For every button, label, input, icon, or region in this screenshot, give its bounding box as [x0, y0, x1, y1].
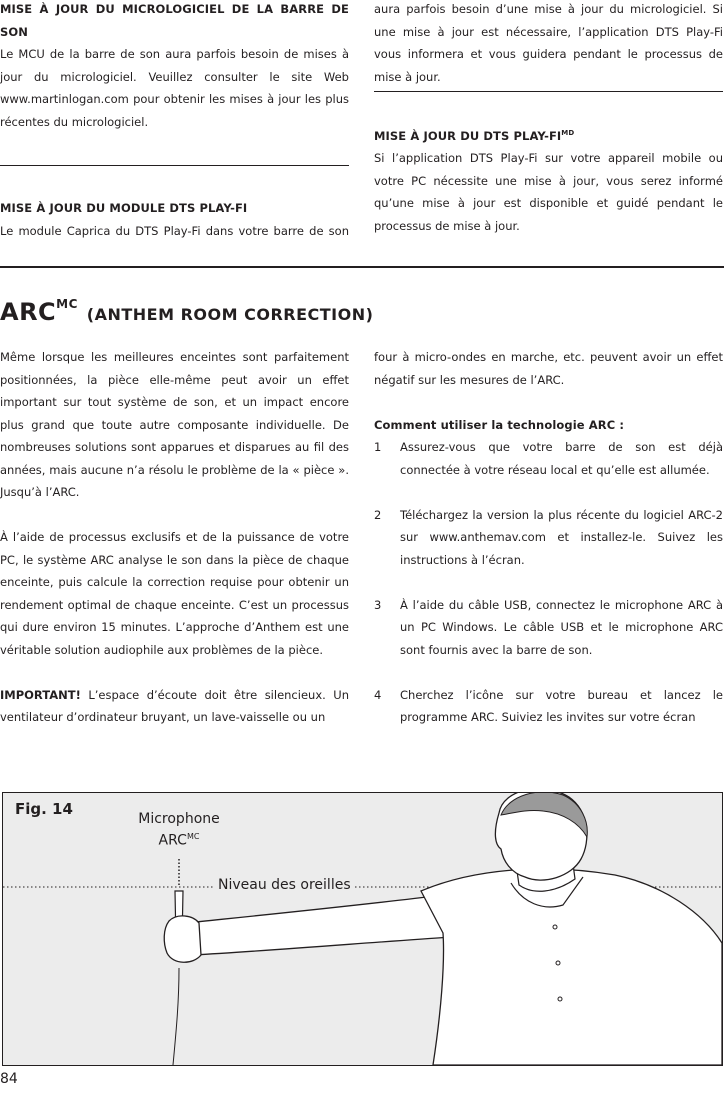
important-label: IMPORTANT! [0, 687, 81, 702]
column-top-right [374, 0, 723, 88]
paragraph-arc-noise: four à micro-ondes en marche, etc. peuvent avoir un effet négatif sur les mesures de l’ARC. [374, 350, 723, 387]
steps-list [374, 436, 723, 729]
paragraph-dts-playfi-update: Si l’application DTS Play-Fi sur votre appareil mobile ou votre PC nécessite une mise à jour, vous serez informé qu’une mise à jour est disponible et guidé pendant le processus de mise à jour. [374, 151, 723, 233]
hand-illustration [164, 916, 201, 962]
paragraph-arc-intro: Même lorsque les meilleures enceintes sont parfaitement positionnées, la pièce elle-même peut avoir un effet important sur tout système de son, et un impact encore plus grand que toute autre composante individuelle. De nombreuses solutions sont apparues et disparues au fil des années, mais aucune n’a résolu le problème de la « pièce ». Jusqu’à l’ARC. [0, 350, 349, 499]
divider [374, 91, 723, 92]
paragraph-arc-process: À l’aide de processus exclusifs et de la puissance de votre PC, le système ARC analyse le son dans la pièce de chaque enceinte, puis calcule la correction requise pour obtenir un rendement optimal de chaque enceinte. C’est un processus qui dure environ 15 minutes. L’approche d’Anthem est une véritable solution audiophile aux problèmes de la pièce. [0, 530, 349, 657]
microphone-label: Microphone $ARC^{MC}$ [138, 811, 220, 849]
heading-dts-module-update: MISE À JOUR DU MODULE DTS PLAY-FI [0, 201, 248, 215]
heading-firmware-update: MISE À JOUR DU MICROLOGICIEL DE LA BARRE DE SON [0, 2, 349, 39]
column-body-right [374, 346, 723, 729]
column-top-left-lower [0, 197, 349, 242]
arm-illustration [186, 895, 451, 955]
section-title: $ARC^{MC}$ (ANTHEM ROOM CORRECTION) [0, 297, 374, 326]
column-top-right-lower [374, 122, 723, 237]
figure-label: Fig. 14 [15, 800, 73, 818]
page-number: 84 [0, 1071, 18, 1087]
paragraph-dts-module-update: Le module Caprica du DTS Play-Fi dans votre barre de son [0, 223, 349, 238]
heading-how-to-use-arc: Comment utiliser la technologie ARC : [374, 417, 625, 432]
figure-illustration [3, 793, 722, 1065]
mic-cable [173, 968, 179, 1065]
step-item: 4 Cherchez l’icône sur votre bureau et lancez le programme ARC. Suiviez les invites sur votre écran [374, 687, 723, 724]
section-divider [0, 266, 724, 268]
step-item: 1 Assurez-vous que votre barre de son est déjà connectée à votre réseau local et qu’elle est allumée. [374, 440, 723, 477]
divider [0, 165, 349, 166]
paragraph-important: IMPORTANT! L’espace d’écoute doit être silencieux. Un ventilateur d’ordinateur bruyant, un lave-vaisselle ou un [0, 687, 349, 724]
figure-14 [2, 792, 723, 1066]
heading-dts-playfi-update: MISE À JOUR DU DTS PLAY-$FI^{MD}$ [374, 128, 575, 143]
column-top-left [0, 0, 349, 133]
step-item: 2 Téléchargez la version la plus récente du logiciel ARC-2 sur www.anthemav.com et installez-le. Suivez les instructions à l’écran. [374, 507, 723, 567]
ear-level-label: Niveau des oreilles [215, 877, 354, 893]
step-item: 3 À l’aide du câble USB, connectez le microphone ARC à un PC Windows. Le câble USB et le microphone ARC sont fournis avec la barre de son. [374, 597, 723, 657]
paragraph-dts-module-continued: aura parfois besoin d’une mise à jour du micrologiciel. Si une mise à jour est nécessaire, l’application DTS Play-Fi vous informera et vous guidera pendant le processus de mise à jour. [374, 2, 723, 84]
paragraph-firmware-update: Le MCU de la barre de son aura parfois besoin de mises à jour du micrologiciel. Veuillez consulter le site Web www.martinlogan.com pour obtenir les mises à jour les plus récentes du micrologiciel. [0, 47, 349, 129]
torso-illustration [421, 869, 722, 1065]
column-body-left [0, 346, 349, 729]
